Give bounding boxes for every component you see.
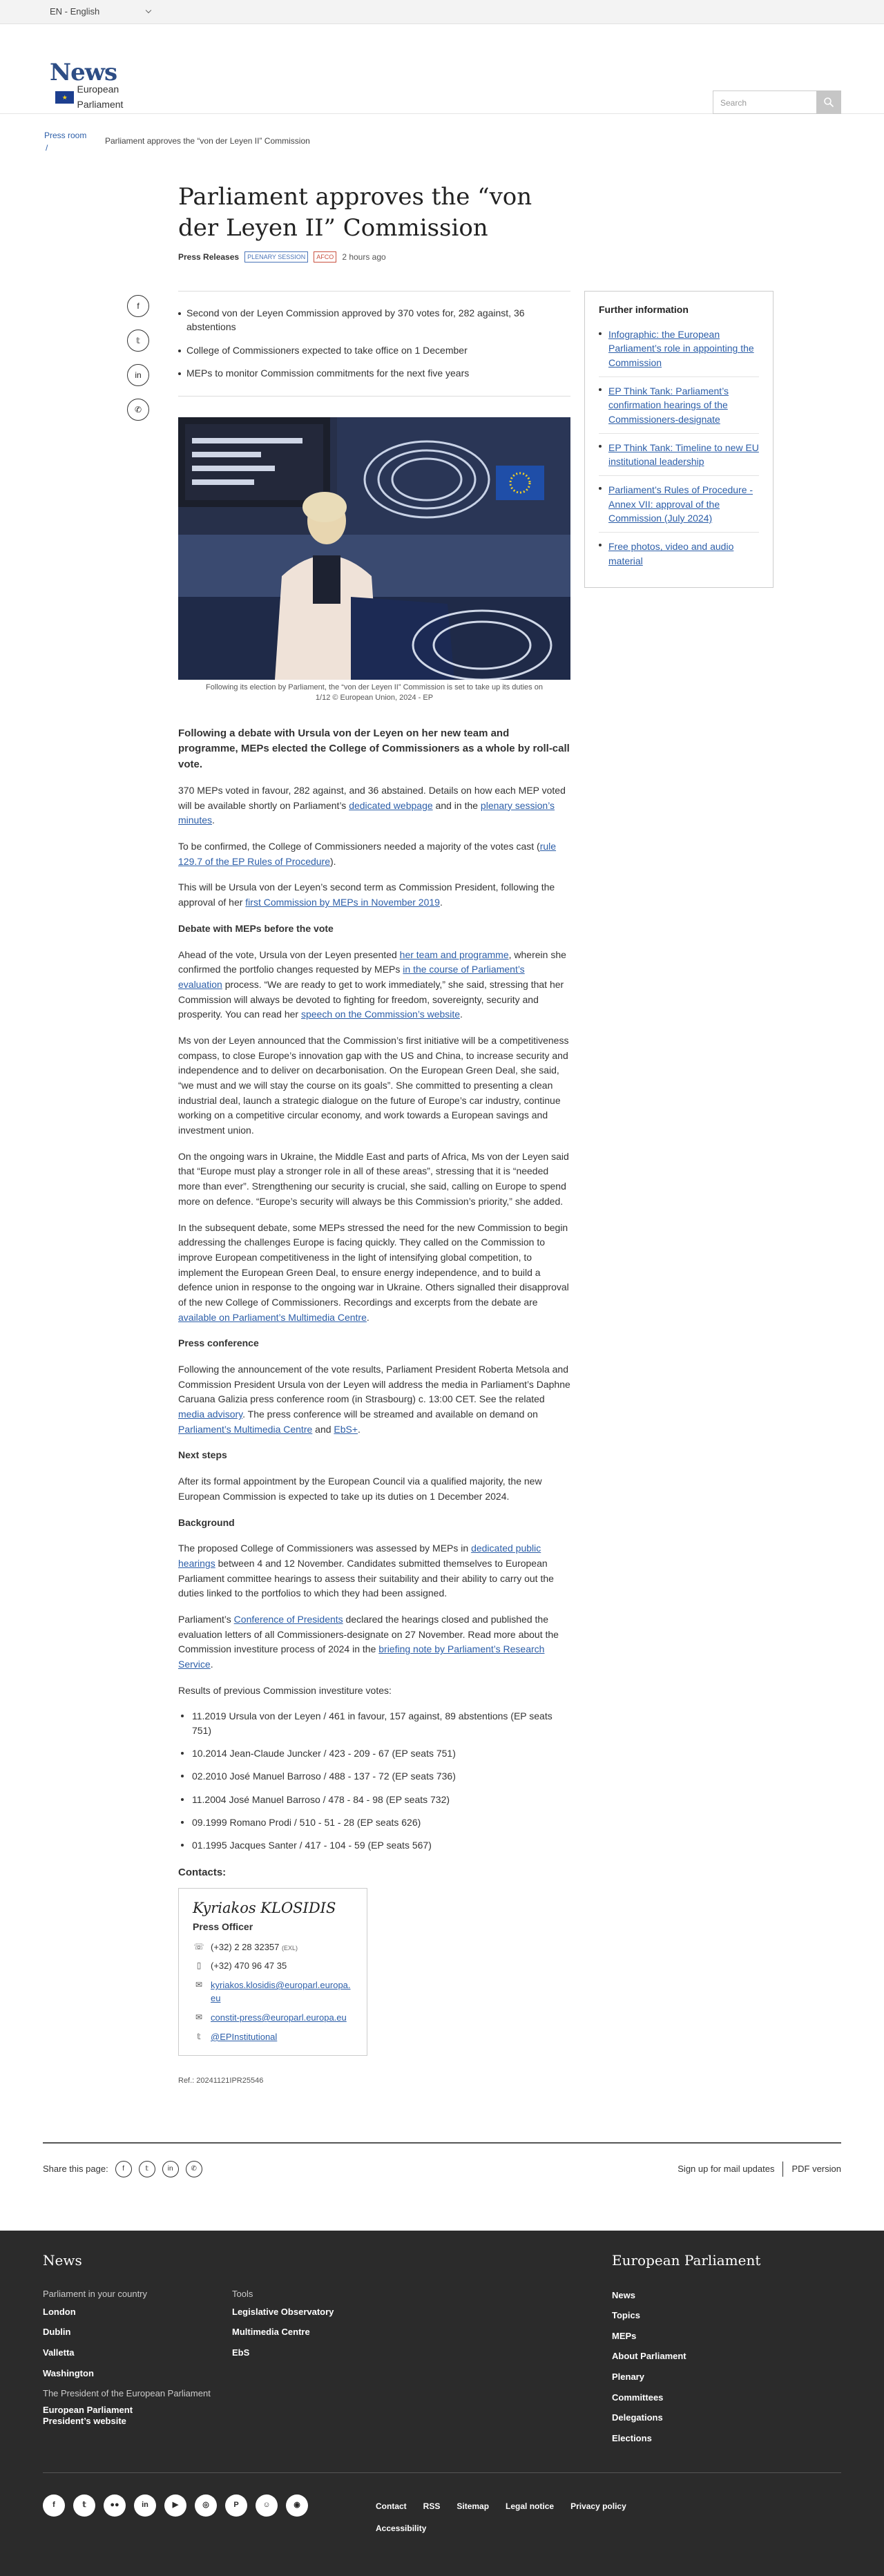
speech-link[interactable]: speech on the Commission’s website bbox=[300, 1009, 461, 1020]
mail-updates-link[interactable]: Sign up for mail updates bbox=[678, 2163, 775, 2174]
linkedin-icon[interactable]: in bbox=[162, 2161, 179, 2177]
share-label: Share this page: bbox=[43, 2163, 108, 2174]
category-label: Press Releases bbox=[178, 251, 240, 262]
footer-link-committees[interactable]: Committees bbox=[612, 2392, 664, 2403]
list-item: 02.2010 José Manuel Barroso / 488 - 137 - 72 (EP seats 736) bbox=[178, 1769, 570, 1783]
footer-bottom-links bbox=[376, 2500, 626, 2513]
footer-legal-link[interactable]: Legal notice bbox=[506, 2501, 555, 2511]
footer-country-london[interactable]: London bbox=[43, 2306, 76, 2317]
footer-ep-title[interactable]: European Parliament bbox=[612, 2251, 761, 2269]
article-photo[interactable] bbox=[178, 417, 570, 680]
paragraph-second-term: This will be Ursula von der Leyen’s second term as Commission President, following the approval of her first Commission by MEPs in November 2019. bbox=[178, 881, 555, 908]
footer-link-elections[interactable]: Elections bbox=[612, 2432, 652, 2443]
multimedia-centre-link-2[interactable]: Parliament’s Multimedia Centre bbox=[178, 1423, 313, 1435]
media-advisory-link[interactable]: media advisory bbox=[178, 1409, 243, 1420]
contact-email-1[interactable] bbox=[193, 1979, 353, 2005]
site-logo[interactable] bbox=[43, 57, 160, 110]
footer-president-heading: The President of the European Parliament bbox=[43, 2388, 211, 2399]
article-body-row bbox=[0, 291, 884, 2086]
footer-country-column bbox=[43, 2287, 222, 2436]
breadcrumb-separator: / bbox=[46, 143, 48, 153]
list-item: 09.1999 Romano Prodi / 510 - 51 - 28 (EP seats 626) bbox=[178, 1815, 570, 1829]
facebook-icon[interactable]: f bbox=[115, 2161, 132, 2177]
multimedia-centre-link[interactable]: available on Parliament’s Multimedia Centre bbox=[178, 1311, 367, 1323]
footer-divider bbox=[43, 2472, 841, 2473]
footer-tools-column bbox=[232, 2287, 398, 2368]
footer-sitemap-link[interactable]: Sitemap bbox=[457, 2501, 490, 2511]
briefing-note-link[interactable]: briefing note by Parliament’s Research Service bbox=[178, 1643, 545, 1670]
footer-tool-multimedia[interactable]: Multimedia Centre bbox=[232, 2327, 310, 2338]
email-link[interactable]: constit-press@europarl.europa.eu bbox=[211, 2012, 347, 2023]
breadcrumb-press-room[interactable]: Press room bbox=[44, 131, 87, 140]
heading-debate: Debate with MEPs before the vote bbox=[178, 922, 334, 934]
further-information-box bbox=[584, 291, 774, 588]
instagram-icon[interactable]: ◎ bbox=[195, 2494, 217, 2517]
contact-twitter[interactable] bbox=[193, 2031, 353, 2044]
share-sidebar bbox=[127, 295, 149, 433]
paragraph-press-conference: Following the announcement of the vote results, Parliament President Roberta Metsola and Commission President Ursula von der Leyen will address the media in Parliament’s Daphne Caruana Galizia press conference room (in Strasbourg) c. 13:00 CET. See the related media advisory. The press conference will be streamed and available on demand on Parliament’s Multimedia Centre and EbS+. bbox=[178, 1364, 570, 1435]
footer-link-meps[interactable]: MEPs bbox=[612, 2330, 637, 2341]
list-item: 10.2014 Jean-Claude Juncker / 423 - 209 - 67 (EP seats 751) bbox=[178, 1746, 570, 1760]
footer-accessibility-link[interactable]: Accessibility bbox=[376, 2523, 427, 2533]
logo-subtitle bbox=[55, 82, 160, 112]
footer-president-link[interactable]: European Parliament President’s website bbox=[43, 2405, 133, 2427]
further-link-media[interactable]: Free photos, video and audio material bbox=[608, 541, 734, 566]
site-header bbox=[0, 24, 884, 114]
list-item: 01.1995 Jacques Santer / 417 - 104 - 59 (EP seats 567) bbox=[178, 1838, 570, 1852]
investiture-results-list bbox=[178, 1709, 570, 1852]
paragraph-next-steps: After its formal appointment by the European Council via a qualified majority, the new European Commission is expected to take up its duties on 1 December 2024. bbox=[178, 1476, 542, 1502]
language-label: EN - English bbox=[50, 6, 100, 17]
team-programme-link[interactable]: her team and programme bbox=[399, 948, 509, 960]
plenary-minutes-link[interactable]: plenary session’s minutes bbox=[178, 799, 555, 826]
paragraph-subsequent-debate: In the subsequent debate, some MEPs stressed the need for the new Commission to begin addressing the challenges Europe is facing quickly. They called on the Commission to improve European competitiveness in the light of intensifying global competition, to implement the European Green Deal, to ensure energy independence, and to build a defence union in response to the ongoing war in Ukraine. Others signalled their disapproval of the new College of Commissioners. Recordings and excerpts from the debate are available on Parliament’s Multimedia Centre. bbox=[178, 1221, 569, 1323]
footer-privacy-link[interactable]: Privacy policy bbox=[570, 2501, 626, 2511]
footer-tool-ebs[interactable]: EbS bbox=[232, 2347, 250, 2358]
contacts-heading: Contacts: bbox=[178, 1867, 227, 1879]
page-title: Parliament approves the “von der Leyen II” Commission bbox=[178, 183, 532, 242]
search-input[interactable]: Search bbox=[713, 90, 816, 114]
further-link-think-tank-timeline[interactable]: EP Think Tank: Timeline to new EU institutional leadership bbox=[608, 441, 759, 468]
highlight-item: Second von der Leyen Commission approved by 370 votes for, 282 against, 36 abstentions bbox=[178, 307, 570, 334]
snapchat-icon[interactable]: ☺ bbox=[256, 2494, 278, 2517]
tag-afco[interactable]: AFCO bbox=[314, 251, 336, 263]
divider bbox=[782, 2162, 783, 2177]
contact-email-2[interactable] bbox=[193, 2012, 353, 2025]
pdf-version-link[interactable]: PDF version bbox=[791, 2163, 841, 2174]
evaluation-link[interactable]: in the course of Parliament’s evaluation bbox=[178, 964, 525, 990]
article-lead: Following a debate with Ursula von der Leyen on her new team and programme, MEPs elected the College of Commissioners as a whole by roll-call vote. bbox=[178, 727, 570, 770]
highlight-item: MEPs to monitor Commission commitments for the next five years bbox=[178, 367, 570, 381]
search-icon bbox=[823, 97, 834, 108]
paragraph-results-intro: Results of previous Commission investiture votes: bbox=[178, 1684, 392, 1696]
twitter-icon: 𝕥 bbox=[197, 2031, 201, 2041]
twitter-icon[interactable]: 𝕥 bbox=[73, 2494, 95, 2517]
footer-ep-column bbox=[612, 2290, 791, 2454]
list-item: 11.2004 José Manuel Barroso / 478 - 84 - 98 (EP seats 732) bbox=[178, 1793, 570, 1806]
further-link-infographic[interactable]: Infographic: the European Parliament’s role in appointing the Commission bbox=[608, 329, 754, 368]
breadcrumb bbox=[0, 114, 884, 162]
contact-phone-1[interactable]: ☏ (+32) 2 28 32357 (EXL) bbox=[193, 1941, 298, 1952]
share-bar bbox=[43, 2142, 841, 2182]
linkedin-share-icon[interactable]: in bbox=[127, 364, 149, 386]
footer-link-delegations[interactable]: Delegations bbox=[612, 2412, 663, 2423]
reference-number: Ref.: 20241121IPR25546 bbox=[178, 2076, 264, 2085]
article-meta bbox=[178, 251, 572, 264]
breadcrumb-current: Parliament approves the “von der Leyen II” Commission bbox=[105, 136, 310, 146]
rules-of-procedure-link[interactable]: rule 129.7 of the EP Rules of Procedure bbox=[178, 841, 557, 867]
facebook-share-icon[interactable]: f bbox=[127, 295, 149, 317]
ebs-link[interactable]: EbS+ bbox=[334, 1423, 358, 1435]
logo-news-text: News bbox=[50, 59, 117, 86]
linkedin-icon[interactable]: in bbox=[134, 2494, 156, 2517]
footer-link-topics[interactable]: Topics bbox=[612, 2310, 640, 2321]
search-button[interactable] bbox=[816, 90, 841, 114]
further-information-title: Further information bbox=[599, 304, 689, 316]
eu-flag-icon: ★ bbox=[55, 91, 74, 104]
paragraph-hearings: The proposed College of Commissioners was assessed by MEPs in dedicated public hearings between 4 and 12 November. Candidates submitted themselves to European Parliament committee hearings to assess their suitability and their ability to carry out the duties linked to the portfolios to which they had been assigned. bbox=[178, 1543, 554, 1599]
article-highlights bbox=[178, 291, 570, 396]
public-hearings-link[interactable]: dedicated public hearings bbox=[178, 1543, 541, 1569]
paragraph-competitiveness: Ms von der Leyen announced that the Commission’s first initiative will be a competitiveness compass, to close Europe’s innovation gap with the US and China, to increase security and independence and to deliver on decarbonisation. On the European Green Deal, she said, “we must and we will stay the course on its goals”. She committed to presenting a clean industrial deal, launch a strategic dialogue on the future of Europe’s car industry, continue working on a competitive circular economy, and work towards a European savings and investment union. bbox=[178, 1034, 569, 1136]
footer-tool-observatory[interactable]: Legislative Observatory bbox=[232, 2306, 334, 2317]
whatsapp-share-icon[interactable]: ✆ bbox=[127, 399, 149, 421]
logo-sub-text: European Parliament bbox=[77, 84, 124, 110]
list-item: 11.2019 Ursula von der Leyen / 461 in favour, 157 against, 89 abstentions (EP seats 751) bbox=[178, 1709, 570, 1737]
mobile-icon: ▯ bbox=[196, 1960, 202, 1971]
mail-icon: ✉ bbox=[195, 1980, 203, 1990]
photo-illustration bbox=[178, 417, 570, 680]
publish-time: 2 hours ago bbox=[342, 251, 386, 262]
twitter-share-icon[interactable]: 𝕥 bbox=[127, 330, 149, 352]
mail-icon: ✉ bbox=[195, 2012, 203, 2022]
photo-caption: Following its election by Parliament, the “von der Leyen II” Commission is set to take up its duties on 1/12 © European Union, 2024 - EP bbox=[206, 683, 543, 703]
heading-next-steps: Next steps bbox=[178, 1449, 227, 1461]
footer-link-plenary[interactable]: Plenary bbox=[612, 2372, 644, 2383]
article-content bbox=[178, 291, 570, 2086]
paragraph-majority: To be confirmed, the College of Commissioners needed a majority of the votes cast (rule 129.7 of the EP Rules of Procedure). bbox=[178, 841, 557, 867]
search-box bbox=[713, 90, 841, 114]
site-footer bbox=[0, 2231, 884, 2576]
footer-link-news[interactable]: News bbox=[612, 2289, 635, 2300]
footer-country-valletta[interactable]: Valletta bbox=[43, 2347, 75, 2358]
footer-country-washington[interactable]: Washington bbox=[43, 2367, 94, 2378]
facebook-icon[interactable]: f bbox=[43, 2494, 65, 2517]
first-commission-link[interactable]: first Commission by MEPs in November 2019 bbox=[245, 897, 440, 908]
pinterest-icon[interactable]: P bbox=[225, 2494, 247, 2517]
contact-name: Kyriakos KLOSIDIS bbox=[193, 1899, 336, 1916]
footer-country-dublin[interactable]: Dublin bbox=[43, 2327, 71, 2338]
twitter-link[interactable]: @EPInstitutional bbox=[211, 2031, 278, 2042]
highlight-item: College of Commissioners expected to take office on 1 December bbox=[178, 344, 570, 358]
top-bar bbox=[0, 0, 884, 24]
conference-of-presidents-link[interactable]: Conference of Presidents bbox=[233, 1613, 343, 1625]
youtube-icon[interactable]: ▶ bbox=[164, 2494, 186, 2517]
flickr-icon[interactable]: ●● bbox=[104, 2494, 126, 2517]
further-link-think-tank-hearings[interactable]: EP Think Tank: Parliament’s confirmation hearings of the Commissioners-designate bbox=[608, 385, 729, 425]
paragraph-vote-result: 370 MEPs voted in favour, 282 against, and 36 abstained. Details on how each MEP voted will be available shortly on Parliament’s dedicated webpage and in the plenary session’s minutes. bbox=[178, 785, 566, 826]
footer-social-icons bbox=[43, 2494, 347, 2517]
reddit-icon[interactable]: ◉ bbox=[286, 2494, 308, 2517]
further-link-rules-annex[interactable]: Parliament’s Rules of Procedure - Annex VII: approval of the Commission (July 2024) bbox=[608, 484, 753, 524]
contact-role: Press Officer bbox=[193, 1920, 253, 1932]
tag-plenary[interactable]: PLENARY SESSION bbox=[244, 251, 308, 263]
article-header bbox=[178, 162, 572, 263]
chevron-down-icon bbox=[146, 8, 151, 13]
footer-tools-heading: Tools bbox=[232, 2288, 253, 2299]
language-selector[interactable] bbox=[50, 5, 151, 19]
heading-background: Background bbox=[178, 1516, 235, 1528]
twitter-icon[interactable]: 𝕥 bbox=[139, 2161, 155, 2177]
heading-press-conference: Press conference bbox=[178, 1337, 259, 1349]
paragraph-conference-presidents: Parliament’s Conference of Presidents declared the hearings closed and published the evaluation letters of all Commissioners-designate on 27 November. Read more about the Commission investiture process of 2024 in the briefing note by Parliament’s Research Service. bbox=[178, 1613, 559, 1670]
paragraph-wars: On the ongoing wars in Ukraine, the Middle East and parts of Africa, Ms von der Leyen said that “Europe must play a stronger role in all of these areas”, stressing that it is “needed more than ever”. Strengthening our security is crucial, she said, calling on Europe to spend more on defence. “Europe’s security will always be this Commission’s priority,” she added. bbox=[178, 1150, 569, 1207]
footer-news-title[interactable]: News bbox=[43, 2251, 82, 2269]
dedicated-webpage-link[interactable]: dedicated webpage bbox=[349, 799, 433, 811]
contact-phone-2[interactable]: ▯ (+32) 470 96 47 35 bbox=[193, 1960, 353, 1973]
contact-card bbox=[178, 1888, 367, 2056]
footer-country-heading: Parliament in your country bbox=[43, 2288, 148, 2299]
phone-icon: ☏ bbox=[193, 1941, 204, 1952]
footer-rss-link[interactable]: RSS bbox=[423, 2501, 441, 2511]
footer-contact-link[interactable]: Contact bbox=[376, 2501, 407, 2511]
email-link[interactable]: kyriakos.klosidis@europarl.europa.eu bbox=[211, 1980, 351, 2004]
footer-link-about[interactable]: About Parliament bbox=[612, 2351, 686, 2362]
paragraph-debate: Ahead of the vote, Ursula von der Leyen presented her team and programme, wherein she confirmed the portfolio changes requested by MEPs in the course of Parliament’s evaluation process. “We are ready to get to work immediately,” she said, stressing that her Commission will always be devoted to fighting for freedom, sovereignty, security and prosperity. You can read her speech on the Commission’s website. bbox=[178, 948, 566, 1020]
whatsapp-icon[interactable]: ✆ bbox=[186, 2161, 202, 2177]
